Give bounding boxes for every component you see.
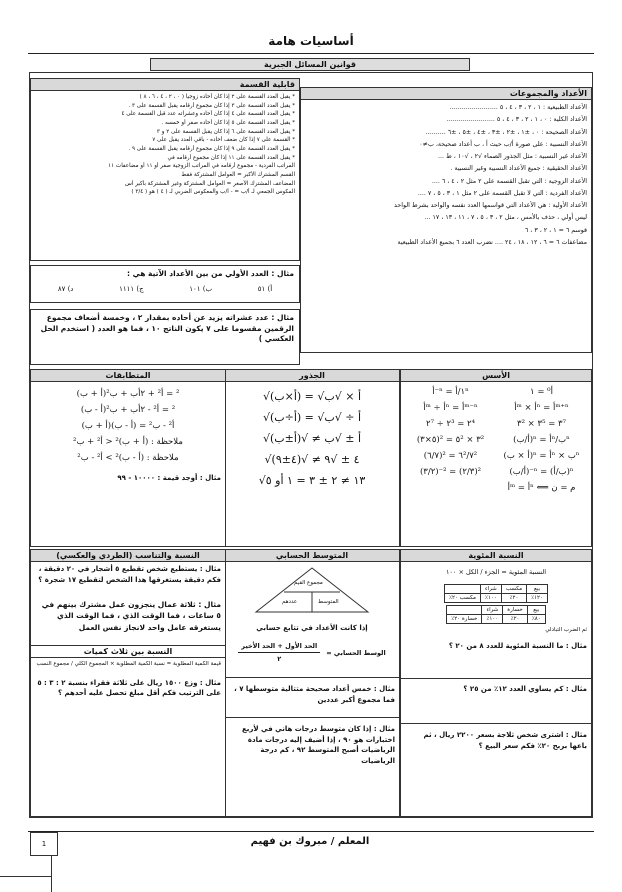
percent-example-1: مثال : ما النسبة المئوية للعدد ٨ من ٢٠ ؟ (448, 642, 587, 650)
number-set-line: الأعداد الزوجية : التي تقبل القسمة على ٢ مثل ٢ ، ٤ ، ٦ .... (431, 177, 587, 185)
roots-box (224, 369, 400, 547)
number-set-line: ليس أولي ، حذف بالأمس ، مثل ٢ ، ٣ ، ٥ ، ٧ ، ١١ ، ١٣ ، ١٧ ... (424, 214, 587, 222)
divisibility-rule: * القسمة على ٧ إذا كان ضعف أحاده - باقي العدد يقبل على ٧ (152, 137, 295, 144)
table-cell (445, 585, 481, 594)
table-cell: ١٢٠٪ (527, 594, 548, 603)
identity-rule: (أ + ب)² = أ² + ٢أب + ب² (76, 389, 180, 399)
divisibility-rule: * يقبل العدد القسمة على ٦ إذا كان يقبل القسمة على ٢ و ٣ (156, 128, 295, 135)
question-primes-box (30, 265, 300, 303)
number-set-line: الأعداد النسبية : على صورة أ/ب حيث أ ، ب أعداد صحيحة، ب≠٠ (419, 140, 587, 148)
triangle-top-label: مجموع القيم (294, 580, 323, 586)
exponents-header: الأسس (401, 370, 591, 382)
table-cell: بيع (527, 606, 545, 615)
exponent-rule: أᵐ ÷ أⁿ = أᵐ⁻ⁿ (423, 403, 478, 413)
percent-profit-table (444, 584, 548, 603)
corner-hline (0, 876, 52, 877)
identities-body (31, 382, 225, 466)
table-row (447, 615, 545, 624)
numbers-sets-body (301, 100, 591, 251)
exponent-rule: (٦/٧)² = ٦²/٧² (423, 451, 478, 461)
divisibility-rule: المضاعف المشترك الأصغر = العوامل المشتركة وغير المشتركة بأكبر أس (125, 180, 295, 187)
identities-box (30, 369, 226, 547)
divisibility-rule: القسم المشترك الأكبر = العوامل المشتركة فقط (181, 171, 295, 178)
ratio-example-2: مثال : ثلاثة عمال ينجزون عمل مشترك بينهم في ٥ ساعات ، فما الوقت الذي ، فما الوقت الذي يستغرقه عامل واحد لانجاز نفس العمل (41, 600, 221, 632)
exponent-rule: أ⁻ⁿ = ١/أⁿ (432, 387, 469, 397)
table-cell: مكسب ٢٠٪ (445, 594, 481, 603)
exponent-rule: أᵐ = أⁿ ⟸ م = ن (507, 483, 576, 493)
divisibility-rule: * يقبل العدد القسمة على ٥ إذا كان أحاده صفر أو خمسه . (161, 119, 295, 126)
table-cell: ١٠٠٪ (480, 594, 501, 603)
mean-formula-fraction (238, 642, 320, 663)
table-row (447, 606, 545, 615)
mean-formula-denominator: ٢ (277, 655, 282, 663)
table-cell: شراء (480, 585, 501, 594)
number-set-line: الأعداد الكلية : ٠ ، ١ ، ٢ ، ٣ ، ٤ ، ٥ ........................ (446, 116, 587, 124)
question-digits-box (30, 309, 300, 365)
question-primes-options (31, 283, 299, 295)
table-cell: شراء (482, 606, 503, 615)
mean-box (224, 549, 400, 817)
percent-formula: النسبة المئوية = الجزء / الكل × ١٠٠ (445, 568, 547, 576)
divisibility-rule: * يقبل العدد القسمة على ٣ إذا كان مجموع أرقامه يقبل القسمة على ٣ . (128, 102, 295, 109)
identity-rule: ملاحظة : (أ + ب)² < أ² + ب² (73, 437, 183, 447)
question-primes-text: مثال : العدد الأولي من بين الأعداد الآتية هي : (127, 269, 294, 278)
root-rule: √١٣ ≠ ٢ ± ٣ = ١ أو ٥ (258, 474, 366, 487)
mean-formula-numerator: الحد الأول + الحد الأخير (238, 642, 320, 653)
page-number: 1 (30, 832, 58, 856)
number-set-line: مضاعفات ٦ = ٦ ، ١٢ ، ١٨ ، ٢٤ .... نضرب العدد ٦ بجميع الأعداد الطبيعية (397, 238, 587, 246)
roots-body (225, 382, 399, 491)
mean-rule: إذا كانت الأعداد في تتابع حسابي (256, 624, 368, 632)
root-rule: √(أ÷ب) = √أ ÷ √ب (262, 411, 362, 424)
divisibility-rule: المكوس الجمعي لـ أ/ب = - أ/ب والمعكوس الضربي لـ ( ٤ ) هو ( ٣/٤ ) (131, 189, 295, 196)
divisibility-rule: * يقبل العدد القسمة على ٤ إذا كان أحاده وعشراته عدد قبل القسمة على ٤ (121, 111, 295, 118)
table-cell: خسارة (503, 606, 528, 615)
section-subtitle: قوانين المسائل الجبرية (150, 58, 470, 71)
mean-triangle (252, 566, 372, 614)
root-rule: √(أ×ب) = √أ × √ب (262, 390, 362, 403)
mean-example-1: مثال : خمس أعداد صحيحة متتالية متوسطها ٧ ، فما مجموع أكبر عددين (225, 677, 399, 707)
page-title: أساسيات هامة (268, 34, 354, 48)
number-set-line: الأعداد الحقيقية : جميع الأعداد النسبية وغير النسبية . (450, 165, 587, 173)
percent-loss-table (446, 605, 545, 624)
triangle-left-label: عددهم (282, 599, 298, 605)
number-set-line: الأعداد الأولية : هي الأعداد التي قواسمها العدد نفسه والواحد بشرط الواحد (394, 202, 587, 210)
mean-formula (225, 642, 399, 663)
divisibility-rule: * يقبل العدد القسمة على ٢ إذا كان أحاده زوجيا ( ٠ ، ٢ ، ٤ ، ٦ ، ٨ ) (139, 94, 295, 100)
triangle-shape (252, 566, 372, 614)
mean-example-2: مثال : إذا كان متوسط درجات هاني في لأربع اختبارات هو ٩٠ ، إذا أضيف إليه درجات مادة الرياضيات أصبح المتوسط ٩٢ ، كم درجة الرياضيات (225, 717, 399, 768)
divisibility-header: قابلية القسمة (31, 79, 299, 91)
table-row (445, 585, 548, 594)
exponent-rule: ٢⁷ ÷ ٢³ = ٢⁴ (425, 419, 476, 429)
option-a[interactable]: أ) ٥١ (257, 284, 273, 293)
content-frame (29, 72, 593, 818)
identity-rule: (أ - ب)² = أ² - ٢أب + ب² (80, 405, 176, 415)
mean-header: المتوسط الحسابي (225, 550, 399, 562)
exponents-box (400, 369, 592, 547)
exponent-rule: (٥×٣)² = ٥² × ٣² (416, 435, 485, 445)
ratio-example-1: مثال : يستطيع شخص تقطيع ٥ أشجار في ٢٠ دقيقة ، فكم دقيقة يستغرقها هذا الشخص لتقطيع ١٧ شجرة ؟ (38, 565, 221, 584)
exponent-rule: (أ × ب)ⁿ = أⁿ × بⁿ (503, 451, 580, 461)
ratio-sub-header: النسبة بين ثلاث كميات (31, 645, 225, 658)
option-d[interactable]: د) ٨٧ (57, 284, 74, 293)
root-rule: √٤ ± √٩ ≠ √(٤±٩) (264, 453, 360, 466)
identities-example: مثال : أوجد قيمة : ١٠٠٠٠ - ٩٩ (117, 474, 221, 482)
numbers-sets-box (300, 87, 592, 353)
mean-formula-lhs: الوسط الحسابي = (326, 648, 386, 657)
identity-rule: ملاحظة : (أ - ب)² > أ² - ب² (77, 453, 179, 463)
percent-note: ثم الضرب التبادلي (545, 627, 587, 633)
ratio-header: النسبة والتناسب (الطردي والعكسي) (31, 550, 225, 562)
root-rule: √أ ± √ب ≠ √(أ±ب) (262, 432, 362, 445)
table-cell: ١٠٠٪ (482, 615, 503, 624)
top-divider (28, 53, 594, 54)
ratio-box (30, 549, 226, 817)
exponent-rule: (أ/ب)⁻ⁿ = (ب/أ)ⁿ (509, 467, 574, 477)
percent-box (400, 549, 592, 817)
divisibility-rule: * يقبل العدد القسمة على ٩ إذا كان مجموع أرقامه يقبل القسمة على ٩ . (128, 145, 295, 152)
exponent-rule: أᵐ × أⁿ = أᵐ⁺ⁿ (514, 403, 569, 413)
corner-vline (51, 856, 52, 892)
exponents-body (401, 382, 591, 498)
table-cell: خسارة ٢٠٪ (447, 615, 482, 624)
table-cell (447, 606, 482, 615)
exponent-rule: ٣² × ٣⁵ = ٣⁷ (516, 419, 567, 429)
ratio-formula: قيمة الكمية المطلوبة = نسبة الكمية المطلوبة × المجموع الكلي / مجموع النسب (36, 660, 221, 667)
table-cell: بيع (527, 585, 548, 594)
percent-example-2: مثال : كم يساوي العدد ١٢٪ من ٢٥ ؟ (401, 678, 591, 695)
numbers-sets-header: الأعداد والمجموعات (301, 88, 591, 100)
roots-header: الجذور (225, 370, 399, 382)
table-cell: مكسب (501, 585, 526, 594)
exponent-rule: أ⁰ = ١ (530, 387, 553, 397)
table-cell: ٨٠٪ (527, 615, 545, 624)
exponent-rule: (أ/ب)ⁿ = أⁿ/بⁿ (513, 435, 570, 445)
divisibility-body (31, 91, 299, 199)
identity-rule: أ² - ب² = (أ - ب)(أ + ب) (81, 421, 175, 431)
number-set-line: الأعداد الصحيحة : ٠ ، ±١ ، ±٢ ، ±٣ ، ±٤ ، ±٥ ، ±٦ .......... (425, 128, 587, 136)
percent-header: النسبة المئوية (401, 550, 591, 562)
number-set-line: الأعداد غير النسبية : مثل الجذور الصماء √٢ ، √١٠ ، ط ... (437, 153, 587, 161)
option-c[interactable]: ج) ١١١١ (119, 284, 144, 293)
table-cell: ٢٠٪ (501, 594, 526, 603)
table-row (445, 594, 548, 603)
question-digits-text: مثال : عدد عشراته يزيد عن أحاده بمقدار ٢ ، وخمسة أضعاف مجموع الرقمين مقسوما على ٧ يكون الناتج ١٠ ، فما هو العدد ( استخدم الحل العكسي ) (40, 313, 294, 343)
table-cell: ٢٠٪ (503, 615, 528, 624)
identities-header: المتطابقات (31, 370, 225, 382)
number-set-line: الأعداد الطبيعية : ١ ، ٢ ، ٣ ، ٤ ، ٥ ........................ (449, 104, 587, 111)
exponent-rule: (٣/٢)⁻² = (٢/٣)² (419, 467, 482, 477)
divisibility-rule: المراتب الفردية - مجموع أرقامه في المراتب الزوجية صفر أو ١١ أو مضاعفات ١١ (108, 163, 295, 170)
number-set-line: قوسم ٦ = ١ ، ٢ ، ٣ ، ٦ (524, 226, 587, 234)
option-b[interactable]: ب) ١٠١ (189, 284, 213, 293)
triangle-right-label: المتوسط (318, 599, 339, 605)
divisibility-rule: * يقبل العدد القسمة على ١١ إذا كان مجموع أرقامه في (167, 154, 295, 161)
percent-example-3: مثال : اشترى شخص ثلاجة بسعر ٢٢٠٠ ريال ، ثم باعها بربح ٢٠٪ فكم سعر البيع ؟ (401, 723, 591, 753)
ratio-example-3: مثال : وزع ١٥٠٠ ريال على ثلاثة فقراء بنسبة ٢ : ٣ : ٥ على الترتيب فكم أقل مبلغ تحصل عليه أحدهم ؟ (37, 678, 221, 698)
footer-divider (28, 831, 594, 832)
number-set-line: الأعداد الفردية : التي لا تقبل القسمة على ٢ مثل ١ ، ٣ ، ٥ ، ٧ .... (417, 189, 587, 197)
divisibility-box (30, 78, 300, 261)
teacher-name: المعلم / مبروك بن فهيم (250, 836, 370, 847)
